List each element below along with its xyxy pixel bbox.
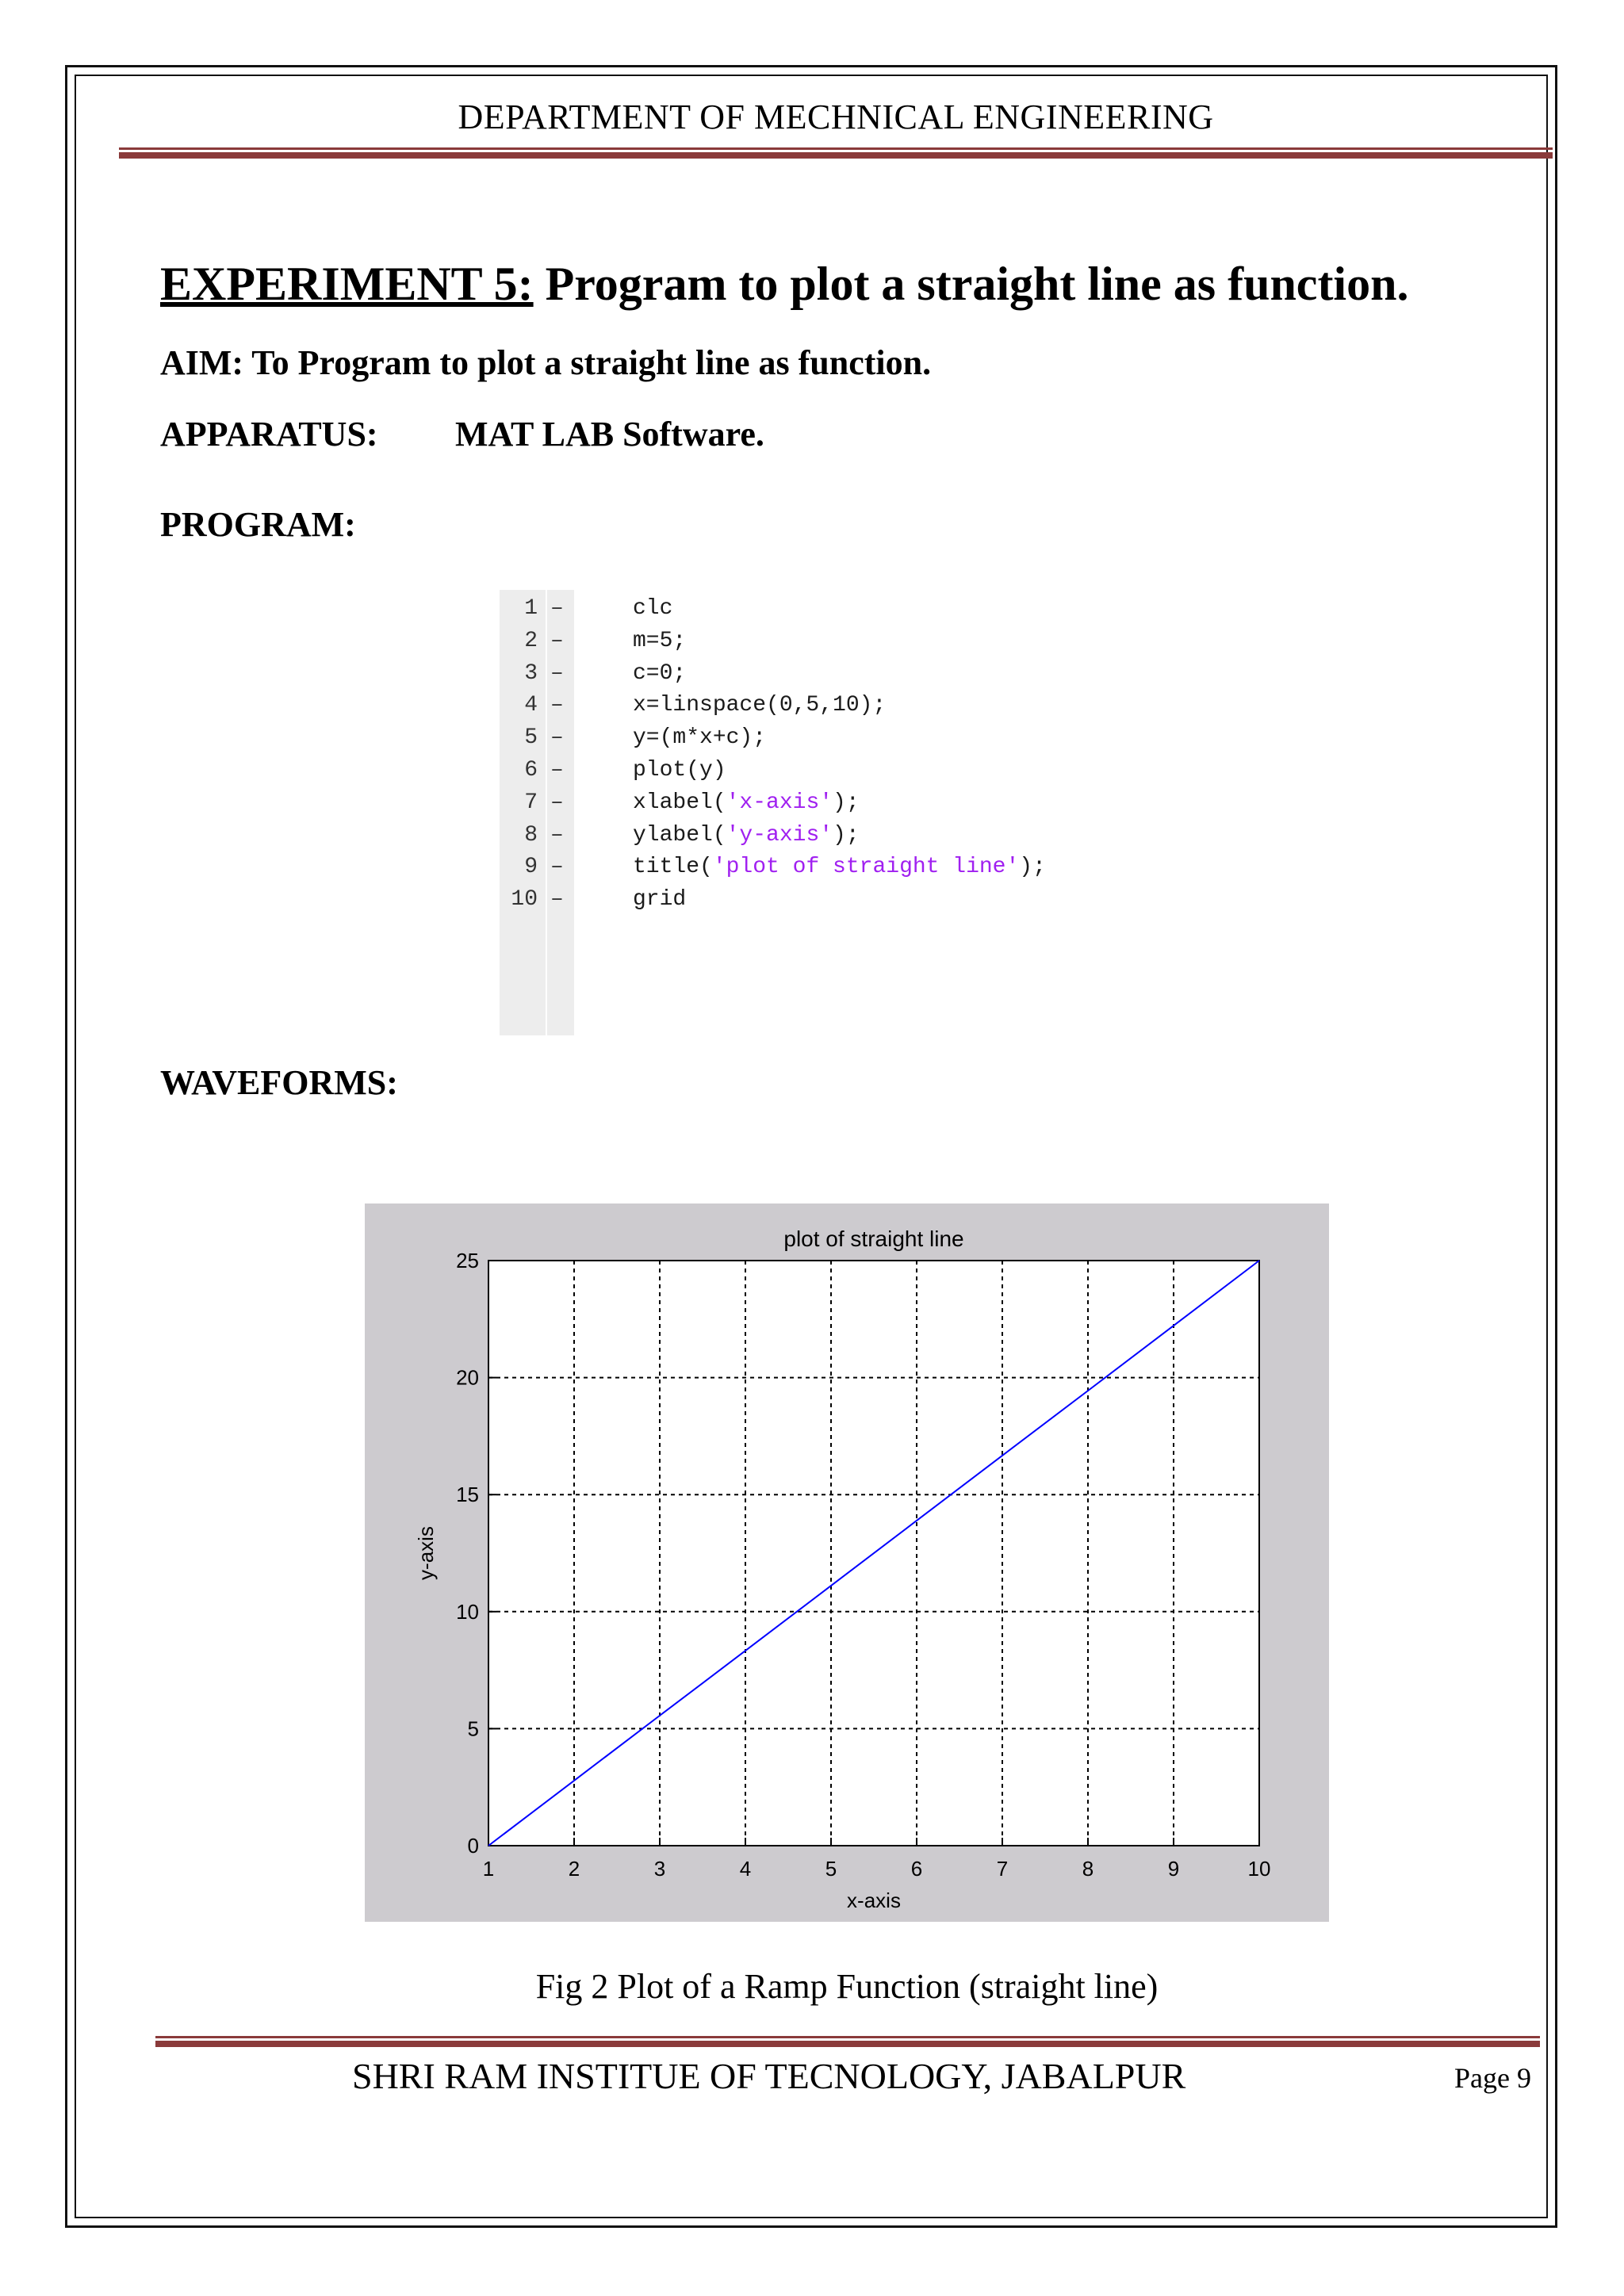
code-token: grid: [633, 887, 687, 913]
aim-line: AIM: To Program to plot a straight line as function.: [160, 343, 932, 382]
code-text: [633, 661, 686, 686]
code-line: [500, 725, 1142, 757]
y-tick-label: 0: [467, 1834, 479, 1858]
x-tick-label: 10: [1247, 1857, 1271, 1881]
code-line: [500, 693, 1142, 725]
figure-caption: Fig 2 Plot of a Ramp Function (straight line): [535, 1967, 1159, 2006]
code-token: y=(m*x+c);: [633, 725, 767, 751]
code-text: [633, 855, 1046, 879]
code-token: );: [1019, 855, 1046, 880]
code-token: ylabel(: [633, 822, 726, 848]
y-tick-label: 15: [456, 1483, 479, 1507]
y-axis-label: y-axis: [414, 1526, 438, 1580]
x-tick-label: 8: [1082, 1857, 1094, 1881]
chart-title: plot of straight line: [783, 1226, 964, 1251]
code-line: [500, 596, 1142, 628]
x-tick-label: 2: [568, 1857, 580, 1881]
line-dash: –: [550, 725, 564, 751]
line-dash: –: [550, 790, 564, 815]
code-line: [500, 629, 1142, 660]
code-line: [500, 758, 1142, 790]
code-text: [633, 725, 766, 750]
code-string: 'x-axis': [726, 790, 833, 815]
y-tick-label: 10: [456, 1599, 479, 1624]
code-listing: [500, 590, 1142, 1035]
y-tick-label: 5: [467, 1716, 479, 1741]
apparatus-label: APPARATUS:: [160, 415, 378, 453]
code-text: [633, 758, 726, 783]
line-dash: –: [550, 758, 564, 783]
header-rule-thin: [119, 147, 1553, 150]
y-tick-label: 20: [456, 1365, 479, 1390]
code-line: [500, 790, 1142, 822]
code-line: [500, 855, 1142, 886]
x-axis-label: x-axis: [847, 1888, 901, 1912]
matlab-figure: [365, 1203, 1329, 1922]
code-token: clc: [633, 596, 673, 621]
department-header: DEPARTMENT OF MECHNICAL ENGINEERING: [458, 98, 1214, 136]
x-tick-label: 1: [482, 1857, 495, 1881]
footer-rule-thick: [155, 2041, 1540, 2047]
apparatus-value: MAT LAB Software.: [455, 415, 764, 453]
line-dash: –: [550, 693, 564, 718]
code-token: title(: [633, 855, 713, 880]
code-text: [633, 629, 686, 653]
code-text: [633, 887, 686, 912]
code-token: plot(y): [633, 758, 726, 783]
x-tick-label: 9: [1167, 1857, 1180, 1881]
line-number: 5: [524, 725, 538, 751]
code-string: 'plot of straight line': [712, 855, 1020, 880]
code-token: xlabel(: [633, 790, 726, 815]
x-tick-label: 3: [653, 1857, 666, 1881]
experiment-label: EXPERIMENT 5:: [160, 258, 534, 310]
code-line: [500, 823, 1142, 855]
code-text: [633, 693, 886, 718]
code-token: );: [833, 822, 860, 848]
line-dash: –: [550, 822, 564, 848]
x-tick-label: 5: [825, 1857, 837, 1881]
code-string: 'y-axis': [726, 822, 833, 848]
line-dash: –: [550, 855, 564, 880]
line-dash: –: [550, 628, 564, 653]
code-token: m=5;: [633, 628, 687, 653]
line-number: 10: [511, 887, 538, 913]
code-line: [500, 887, 1142, 919]
footer-rule-thin: [155, 2036, 1540, 2038]
institute-footer: SHRI RAM INSTITUE OF TECNOLOGY, JABALPUR: [352, 2056, 1186, 2096]
code-line: [500, 661, 1142, 693]
x-tick-label: 6: [910, 1857, 923, 1881]
line-number: 4: [524, 693, 538, 718]
line-number: 7: [524, 790, 538, 815]
y-tick-label: 25: [456, 1249, 479, 1272]
line-number: 3: [524, 660, 538, 686]
x-tick-label: 7: [996, 1857, 1009, 1881]
waveforms-heading: WAVEFORMS:: [160, 1063, 398, 1102]
header-rule-thick: [119, 152, 1553, 159]
line-number: 9: [524, 855, 538, 880]
line-chart: [365, 1203, 1329, 1922]
line-dash: –: [550, 596, 564, 621]
line-number: 8: [524, 822, 538, 848]
program-heading: PROGRAM:: [160, 505, 356, 544]
code-token: x=linspace(0,5,10);: [633, 693, 887, 718]
line-number: 1: [524, 596, 538, 621]
experiment-title-text: Program to plot a straight line as function.: [533, 258, 1409, 310]
line-dash: –: [550, 660, 564, 686]
code-token: c=0;: [633, 660, 687, 686]
page-number: Page 9: [1454, 2062, 1531, 2094]
line-number: 2: [524, 628, 538, 653]
code-text: [633, 790, 860, 815]
code-text: [633, 596, 672, 621]
code-text: [633, 823, 860, 848]
x-tick-label: 4: [739, 1857, 752, 1881]
code-token: );: [833, 790, 860, 815]
line-dash: –: [550, 887, 564, 913]
experiment-title: [160, 257, 1408, 312]
line-number: 6: [524, 758, 538, 783]
